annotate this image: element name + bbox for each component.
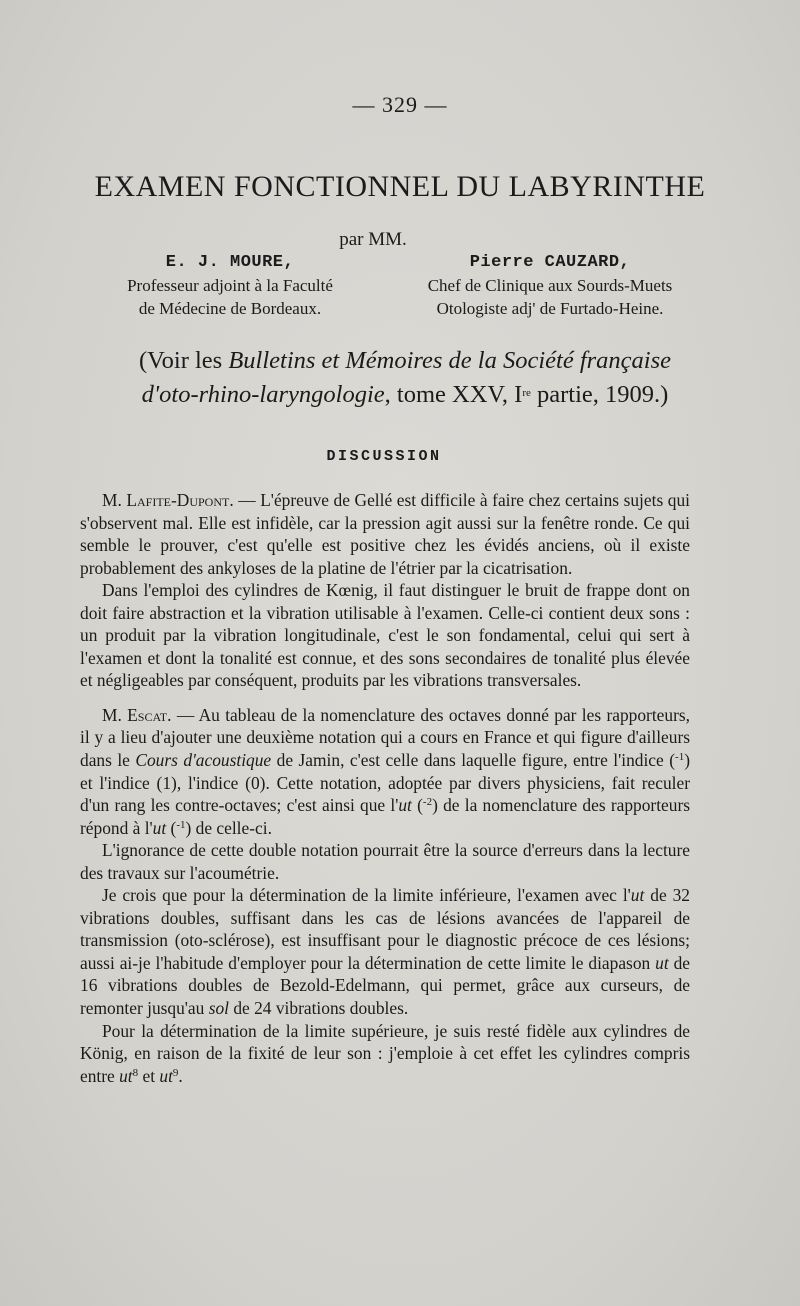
page-number: — 329 — [352, 92, 448, 117]
article-title: EXAMEN FONCTIONNEL DU LABYRINTHE [94, 170, 706, 203]
speaker-name: M. Lafite-Dupont. [102, 490, 234, 510]
paragraph-limite-inferieure: Je crois que pour la détermination de la limite inférieure, l'examen avec l'ut de 32 vibrations doubles, suffisant dans les cas de lésions avancées de l'appareil de transmission (oto-sclérose), est insuffisant pour le diagnostic précoce de ces lésions; aussi ai-je l'habitude d'employer pour la détermination de cette limite le diapason ut de 16 vibrations doubles de Bezold-Edelmann, qui permet, grâce aux curseurs, de remonter jusqu'au sol de 24 vibrations doubles. [80, 885, 690, 1019]
speaker-name: M. Escat. [102, 704, 172, 725]
paragraph-limite-superieure: Pour la détermination de la limite supérieure, je suis resté fidèle aux cylindres de König, en raison de la fixité de leur son : j'emploie à cet effet les cylindres compris entre $ut^8$ et $ut^9$. [80, 1020, 690, 1086]
paragraph-koenig: Dans l'emploi des cylindres de Kœnig, il faut distinguer le bruit de frappe dont on doit faire abstraction et la vibration utilisable à l'examen. Celle-ci contient deux sons : un produit par la vibration longitudinale, c'est le son fondamental, celui qui sert à l'examen et dont la tonalité est connue, et des sons secondaires de tonalité plus élevée et négligeables par conséquent, produits par les vibrations transversales. [80, 580, 690, 691]
bulletin-reference: (Voir les Bulletins et Mémoires de la Société française d'oto-rhino-laryngologie, tome XXV, Ire partie, 1909.) [138, 347, 672, 408]
paragraph-lafite-dupont: M. Lafite-Dupont. — L'épreuve de Gellé est difficile à faire chez certains sujets qui s'observent mal. Elle est infidèle, car la pression agit aussi sur la fenêtre ronde. Ce qui semble le prouver, c'est qu'elle est positive chez les évidés anciens, où il existe probablement des ankyloses de la platine de l'étrier par la cicatrisation. [80, 490, 690, 578]
author-affiliation: Professeur adjoint à la Faculté [127, 276, 333, 295]
author-affiliation: Chef de Clinique aux Sourds-Muets [427, 276, 673, 295]
author-affiliation: Otologiste adj' de Furtado-Heine. [436, 299, 664, 318]
byline-par: par MM. [339, 229, 407, 250]
paragraph-ignorance: L'ignorance de cette double notation pourrait être la source d'erreurs dans la lecture des travaux sur l'acoumétrie. [80, 840, 690, 883]
author-affiliation: de Médecine de Bordeaux. [138, 299, 322, 318]
author-moure [80, 251, 380, 320]
authors-block [80, 251, 710, 331]
author-name: E. J. MOURE, [165, 253, 295, 272]
author-name: Pierre CAUZARD, [469, 253, 631, 272]
paragraph-escat: M. Escat. — Au tableau de la nomenclature des octaves donné par les rapporteurs, il y a lieu d'ajouter une deuxième notation qui a cours en France et qui figure d'ailleurs dans le Cours d'acoustique de Jamin, c'est celle dans laquelle figure, entre l'indice ($^{-1}$) et l'indice (1), l'indice (0). Cette notation, adoptée par divers physiciens, fait reculer d'un rang les contre-octaves; c'est ainsi que l'ut ($^{-2}$) de la nomenclature des rapporteurs répond à l'ut ($^{-1}$) de celle-ci. [80, 704, 691, 838]
author-cauzard [380, 251, 720, 320]
discussion-body [80, 489, 690, 1087]
section-heading-discussion: DISCUSSION [326, 448, 442, 465]
